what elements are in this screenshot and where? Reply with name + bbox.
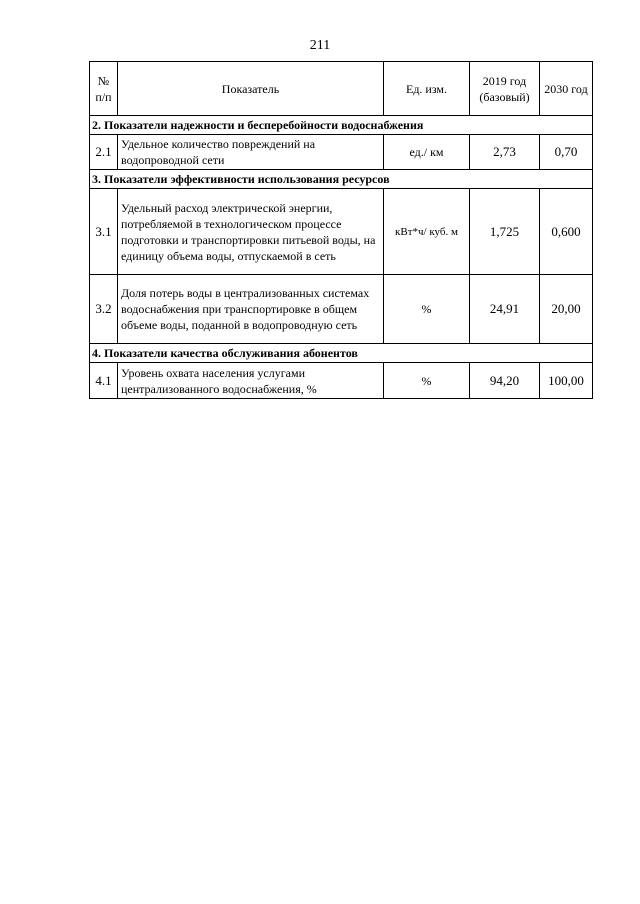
row-unit: % — [384, 363, 470, 399]
header-num: № п/п — [90, 62, 118, 116]
row-unit: кВт*ч/ куб. м — [384, 189, 470, 275]
header-unit: Ед. изм. — [384, 62, 470, 116]
row-num: 2.1 — [90, 135, 118, 170]
header-target-year: 2030 год — [540, 62, 593, 116]
section-title: 2. Показатели надежности и бесперебойности водоснабжения — [90, 116, 593, 135]
row-base-value: 24,91 — [470, 275, 540, 344]
row-target-value: 20,00 — [540, 275, 593, 344]
page-number: 211 — [309, 38, 331, 53]
table-row — [90, 275, 593, 344]
indicators-table — [89, 61, 593, 399]
section-row — [90, 116, 593, 135]
header-base-year: 2019 год (базовый) — [470, 62, 540, 116]
row-num: 4.1 — [90, 363, 118, 399]
row-target-value: 0,600 — [540, 189, 593, 275]
row-target-value: 0,70 — [540, 135, 593, 170]
row-base-value: 94,20 — [470, 363, 540, 399]
row-base-value: 2,73 — [470, 135, 540, 170]
table-header-row — [90, 62, 593, 116]
section-title: 3. Показатели эффективности использования ресурсов — [90, 170, 593, 189]
header-indicator: Показатель — [118, 62, 384, 116]
row-base-value: 1,725 — [470, 189, 540, 275]
table-row — [90, 189, 593, 275]
row-indicator: Удельное количество повреждений на водопроводной сети — [118, 135, 384, 170]
table-row — [90, 363, 593, 399]
row-indicator: Удельный расход электрической энергии, потребляемой в технологическом процессе подготовки и транспортировки питьевой воды, на единицу объема воды, отпускаемой в сеть — [118, 189, 384, 275]
row-indicator: Доля потерь воды в централизованных системах водоснабжения при транспортировке в общем объеме воды, поданной в водопроводную сеть — [118, 275, 384, 344]
row-unit: % — [384, 275, 470, 344]
section-row — [90, 344, 593, 363]
table-row — [90, 135, 593, 170]
row-num: 3.2 — [90, 275, 118, 344]
section-title: 4. Показатели качества обслуживания абонентов — [90, 344, 593, 363]
row-indicator: Уровень охвата населения услугами централизованного водоснабжения, % — [118, 363, 384, 399]
row-num: 3.1 — [90, 189, 118, 275]
row-target-value: 100,00 — [540, 363, 593, 399]
row-unit: ед./ км — [384, 135, 470, 170]
section-row — [90, 170, 593, 189]
